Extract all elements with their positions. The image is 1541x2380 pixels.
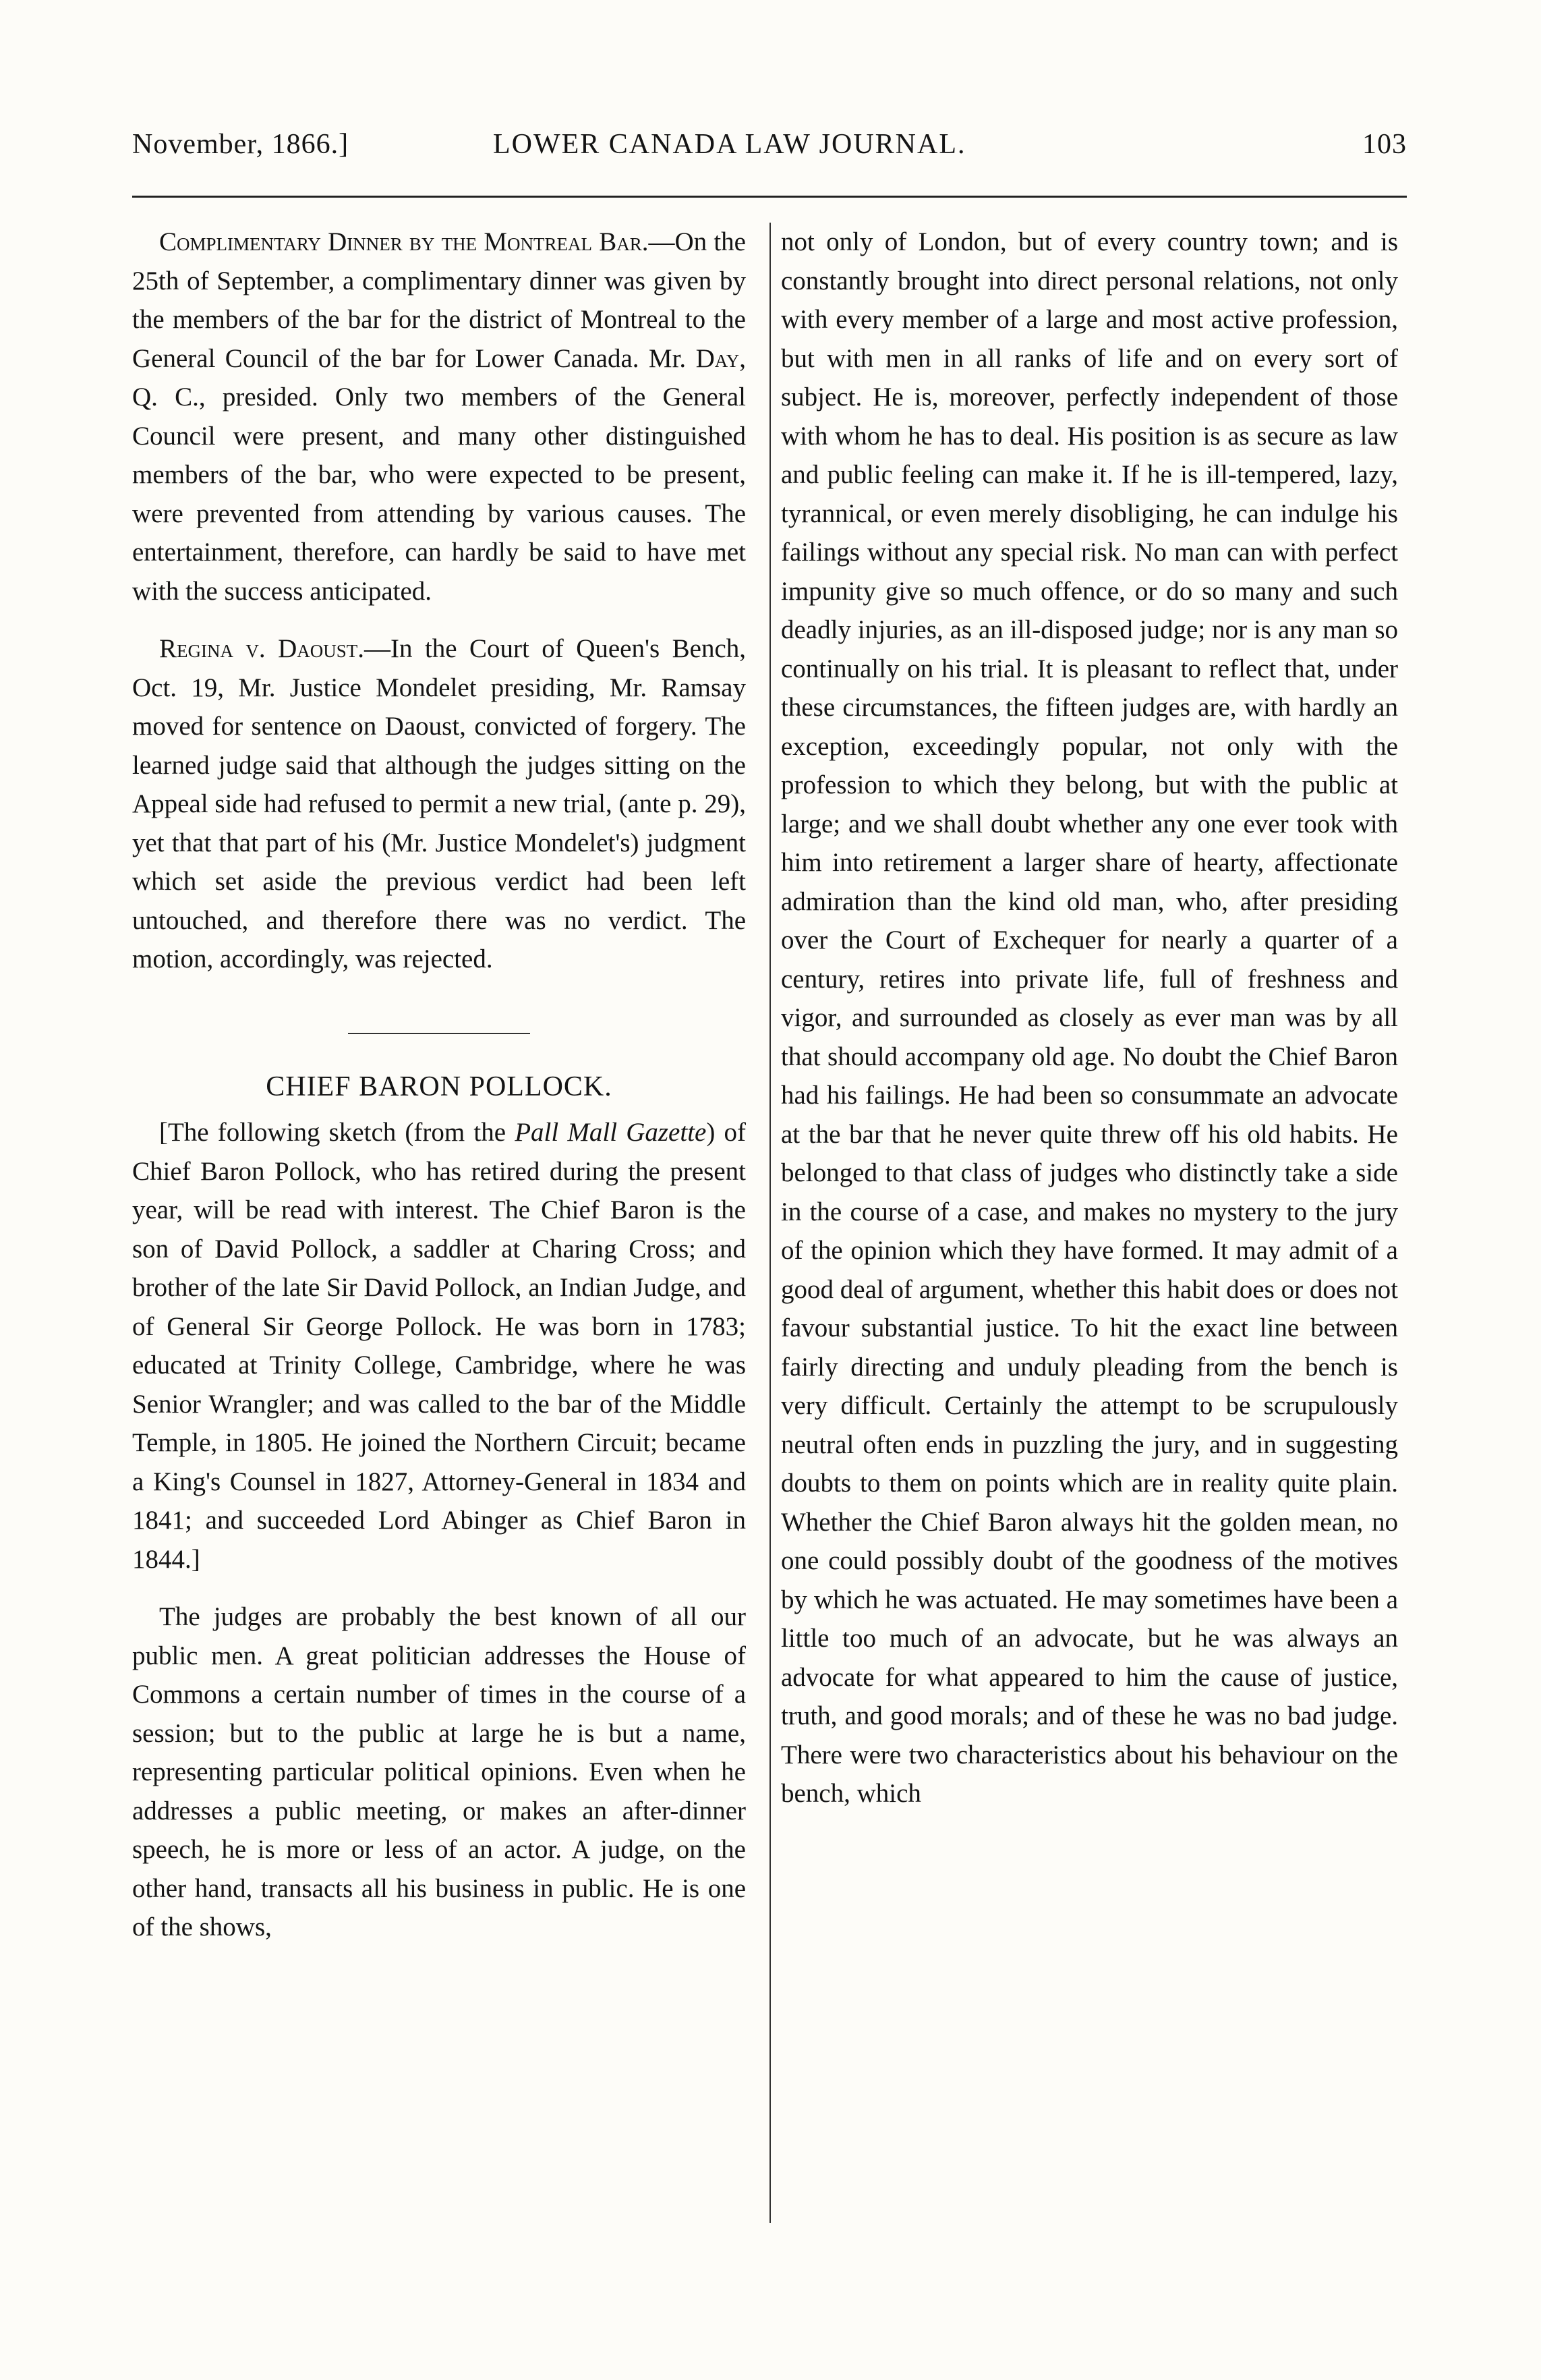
item-text: —In the Court of Queen's Bench, Oct. 19, Mr. Justice Mondelet presiding, Mr. Ramsay moved for sentence on Daoust, convicted of forgery. The learned judge said that although the judges sitting on the Appeal side had refused to permit a new trial, (ante p. 29), yet that that part of his (Mr. Justice Mondelet's) judgment which set aside the previous verdict had been left untouched, and therefore there was no verdict. The motion, accordingly, was rejected.: [132, 634, 747, 973]
section-title: CHIEF BARON POLLOCK.: [266, 1071, 612, 1102]
item-text-continued: , Q. C., presided. Only two members of the General Council were present, and many other distinguished members of the bar, who were expected to be present, were prevented from attending by various causes. The entertainment, therefore, can hardly be said to have met with the success anticipated.: [132, 343, 746, 606]
article-paragraph-continued: not only of London, but of every country town; and is constantly brought into direct personal relations, not only with every member of a large and most active profession, but with men in all ranks of life and on every sort of subject. He is, moreover, perfectly independent of those with whom he has to deal. His position is as secure as law and public feeling can make it. If he is ill-tempered, lazy, tyrannical, or even merely disobliging, he can indulge his failings without any special risk. No man can with perfect impunity give so much offence, or do so many and such deadly injuries, as an ill-disposed judge; nor is any man so continually on his trial. It is pleasant to reflect that, under these circumstances, the fifteen judges are, with hardly an exception, exceedingly popular, not only with the profession to which they belong, but with the public at large; and we shall doubt whether any one ever took with him into retirement a larger share of hearty, affectionate admiration than the kind old man, who, after presiding over the Court of Exchequer for nearly a quarter of a century, retires into private life, full of freshness and vigor, and surrounded as closely as ever man was by all that should accompany old age. No doubt the Chief Baron had his failings. He had been so consummate an advocate at the bar that he never quite threw off his old habits. He belonged to that class of judges who distinctly take a side in the course of a case, and makes no mystery to the jury of the opinion which they have formed. It may admit of a good deal of argument, whether this habit does or does not favour substantial justice. To hit the exact line between fairly directing and unduly pleading from the bench is very difficult. Certainly the attempt to be scrupulously neutral often ends in puzzling the jury, and in suggesting doubts to them on points which are in reality quite plain. Whether the Chief Baron always hit the golden mean, no one could possibly doubt of the goodness of the motives by which he was actuated. He may sometimes have been a little too much of an advocate, but he was always an advocate for what appeared to him the cause of justice, truth, and good morals; and of these he was no bad judge. There were two characteristics about his behaviour on the bench, which: [781, 227, 1398, 1808]
column-divider: [769, 223, 771, 2223]
section-intro: [132, 1113, 746, 1579]
intro-text: [The following sketch (from the: [159, 1118, 515, 1147]
item-text: —On the 25th of September, a complimentary dinner was given by the members of the bar for the district of Montreal to the General Council of the bar for Lower Canada. Mr.: [132, 227, 746, 373]
item-heading: Complimentary Dinner by the Montreal Bar.: [159, 227, 649, 256]
intro-text-continued: ) of Chief Baron Pollock, who has retired during the present year, will be read with interest. The Chief Baron is the son of David Pollock, a saddler at Charing Cross; and brother of the late Sir David Pollock, an Indian Judge, and of General Sir George Pollock. He was born in 1783; educated at Trinity College, Cambridge, where he was Senior Wrangler; and was called to the bar of the Middle Temple, in 1805. He joined the Northern Circuit; became a King's Counsel in 1827, Attorney-General in 1834 and 1841; and succeeded Lord Abinger as Chief Baron in 1844.]: [132, 1118, 746, 1574]
right-column: [781, 223, 1398, 1813]
left-column: [132, 223, 746, 1947]
news-item-dinner: [132, 223, 746, 611]
person-name: Day: [695, 343, 740, 373]
section-rule: [348, 1033, 530, 1034]
issue-date: November, 1866.]: [132, 129, 349, 160]
running-header: [132, 128, 1407, 175]
news-item-regina: [132, 629, 746, 979]
journal-title: LOWER CANADA LAW JOURNAL.: [493, 129, 966, 160]
page-number: 103: [1362, 129, 1407, 160]
header-rule: [132, 196, 1407, 198]
article-paragraph: The judges are probably the best known of all our public men. A great politician addresses the House of Commons a certain number of times in the course of a session; but to the public at large he is but a name, representing particular political opinions. Even when he addresses a public meeting, or makes an after-dinner speech, he is more or less of an actor. A judge, on the other hand, transacts all his business in public. He is one of the shows,: [132, 1602, 746, 1942]
intro-source: Pall Mall Gazette: [515, 1118, 707, 1147]
item-heading: Regina v. Daoust.: [159, 634, 365, 663]
